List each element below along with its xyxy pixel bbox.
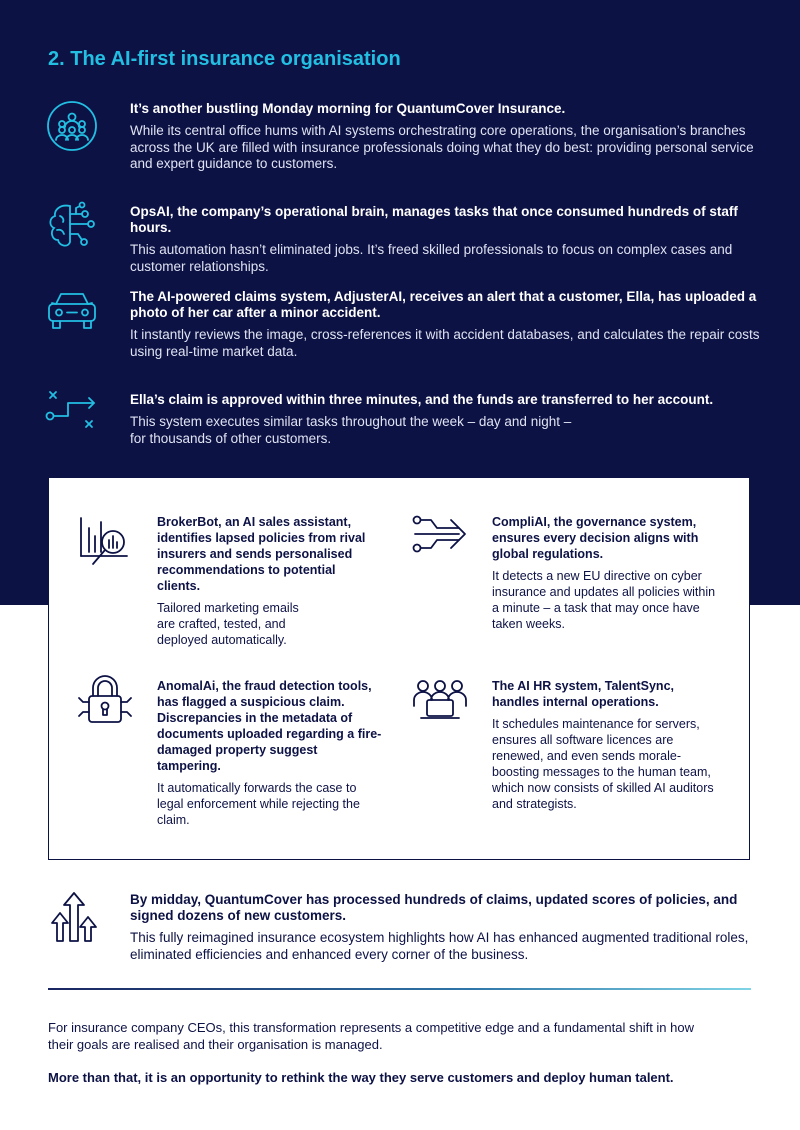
intro-body: This system executes similar tasks throughout the week – day and night – for thousands of other customers. <box>130 414 572 446</box>
people-group-icon <box>46 100 98 152</box>
intro-item-adjusterai <box>130 289 760 360</box>
intro-lead: It’s another bustling Monday morning for QuantumCover Insurance. <box>130 101 566 116</box>
card-item-anomalai <box>157 678 382 828</box>
ai-brain-icon <box>46 200 100 252</box>
intro-lead: The AI-powered claims system, AdjusterAI, receives an alert that a customer, Ella, has uploaded a photo of her car after a minor accident. <box>130 289 757 320</box>
card-body: It schedules maintenance for servers, ensures all software licences are renewed, and even sends morale-boosting messages to the human team, which now consists of skilled AI auditors and strategists. <box>492 717 714 811</box>
page-title: 2. The AI-first insurance organisation <box>48 48 401 70</box>
intro-body: While its central office hums with AI systems orchestrating core operations, the organisation’s branches across the UK are filled with insurance professionals doing what they do best: providing personal service and expert guidance to customers. <box>130 123 754 171</box>
circuit-lock-icon <box>77 674 133 730</box>
car-icon <box>46 290 98 332</box>
card-body: It detects a new EU directive on cyber insurance and updates all policies within a minute – a task that may once have taken weeks. <box>492 569 716 631</box>
closing-highlight: More than that, it is an opportunity to rethink the way they serve customers and deploy human talent. <box>48 1070 674 1085</box>
card-lead: The AI HR system, TalentSync, handles internal operations. <box>492 679 674 709</box>
intro-lead: Ella’s claim is approved within three minutes, and the funds are transferred to her account. <box>130 392 714 407</box>
team-laptop-icon <box>411 676 469 724</box>
closing-paragraph: For insurance company CEOs, this transformation represents a competitive edge and a fundamental shift in how their goals are realised and their organisation is managed. <box>48 1020 694 1052</box>
intro-body: This automation hasn’t eliminated jobs. It’s freed skilled professionals to focus on complex cases and customer relationships. <box>130 242 733 274</box>
midday-body: This fully reimagined insurance ecosystem highlights how AI has enhanced augmented traditional roles, eliminated efficiencies and enhanced every corner of the business. <box>130 930 749 962</box>
section-divider <box>48 988 751 990</box>
analytics-search-icon <box>77 514 133 566</box>
growth-arrows-icon <box>50 891 98 945</box>
governance-arrows-icon <box>411 514 469 554</box>
card-lead: BrokerBot, an AI sales assistant, identifies lapsed policies from rival insurers and sends personalised recommendations to potential clients. <box>157 515 366 593</box>
intro-lead: OpsAI, the company’s operational brain, manages tasks that once consumed hundreds of staff hours. <box>130 204 738 235</box>
midday-summary <box>130 892 760 963</box>
midday-lead: By midday, QuantumCover has processed hundreds of claims, updated scores of policies, and signed dozens of new customers. <box>130 892 738 923</box>
intro-item-ella-approved <box>130 392 760 447</box>
card-item-compliai <box>492 514 717 632</box>
intro-body: It instantly reviews the image, cross-references it with accident databases, and calculates the repair costs using real-time market data. <box>130 327 760 359</box>
card-body: It automatically forwards the case to legal enforcement while rejecting the claim. <box>157 781 360 827</box>
workflow-path-icon <box>44 388 100 432</box>
card-lead: AnomalAi, the fraud detection tools, has flagged a suspicious claim. Discrepancies in the metadata of documents uploaded regarding a fire-damaged property suggest tampering. <box>157 679 382 773</box>
card-item-brokerbot <box>157 514 382 648</box>
intro-item-opsai <box>130 204 760 275</box>
ai-systems-card <box>48 477 750 860</box>
card-body: Tailored marketing emails are crafted, tested, and deployed automatically. <box>157 601 299 647</box>
intro-item-monday <box>130 101 760 173</box>
card-lead: CompliAI, the governance system, ensures every decision aligns with global regulations. <box>492 515 699 561</box>
card-item-talentsync <box>492 678 717 812</box>
